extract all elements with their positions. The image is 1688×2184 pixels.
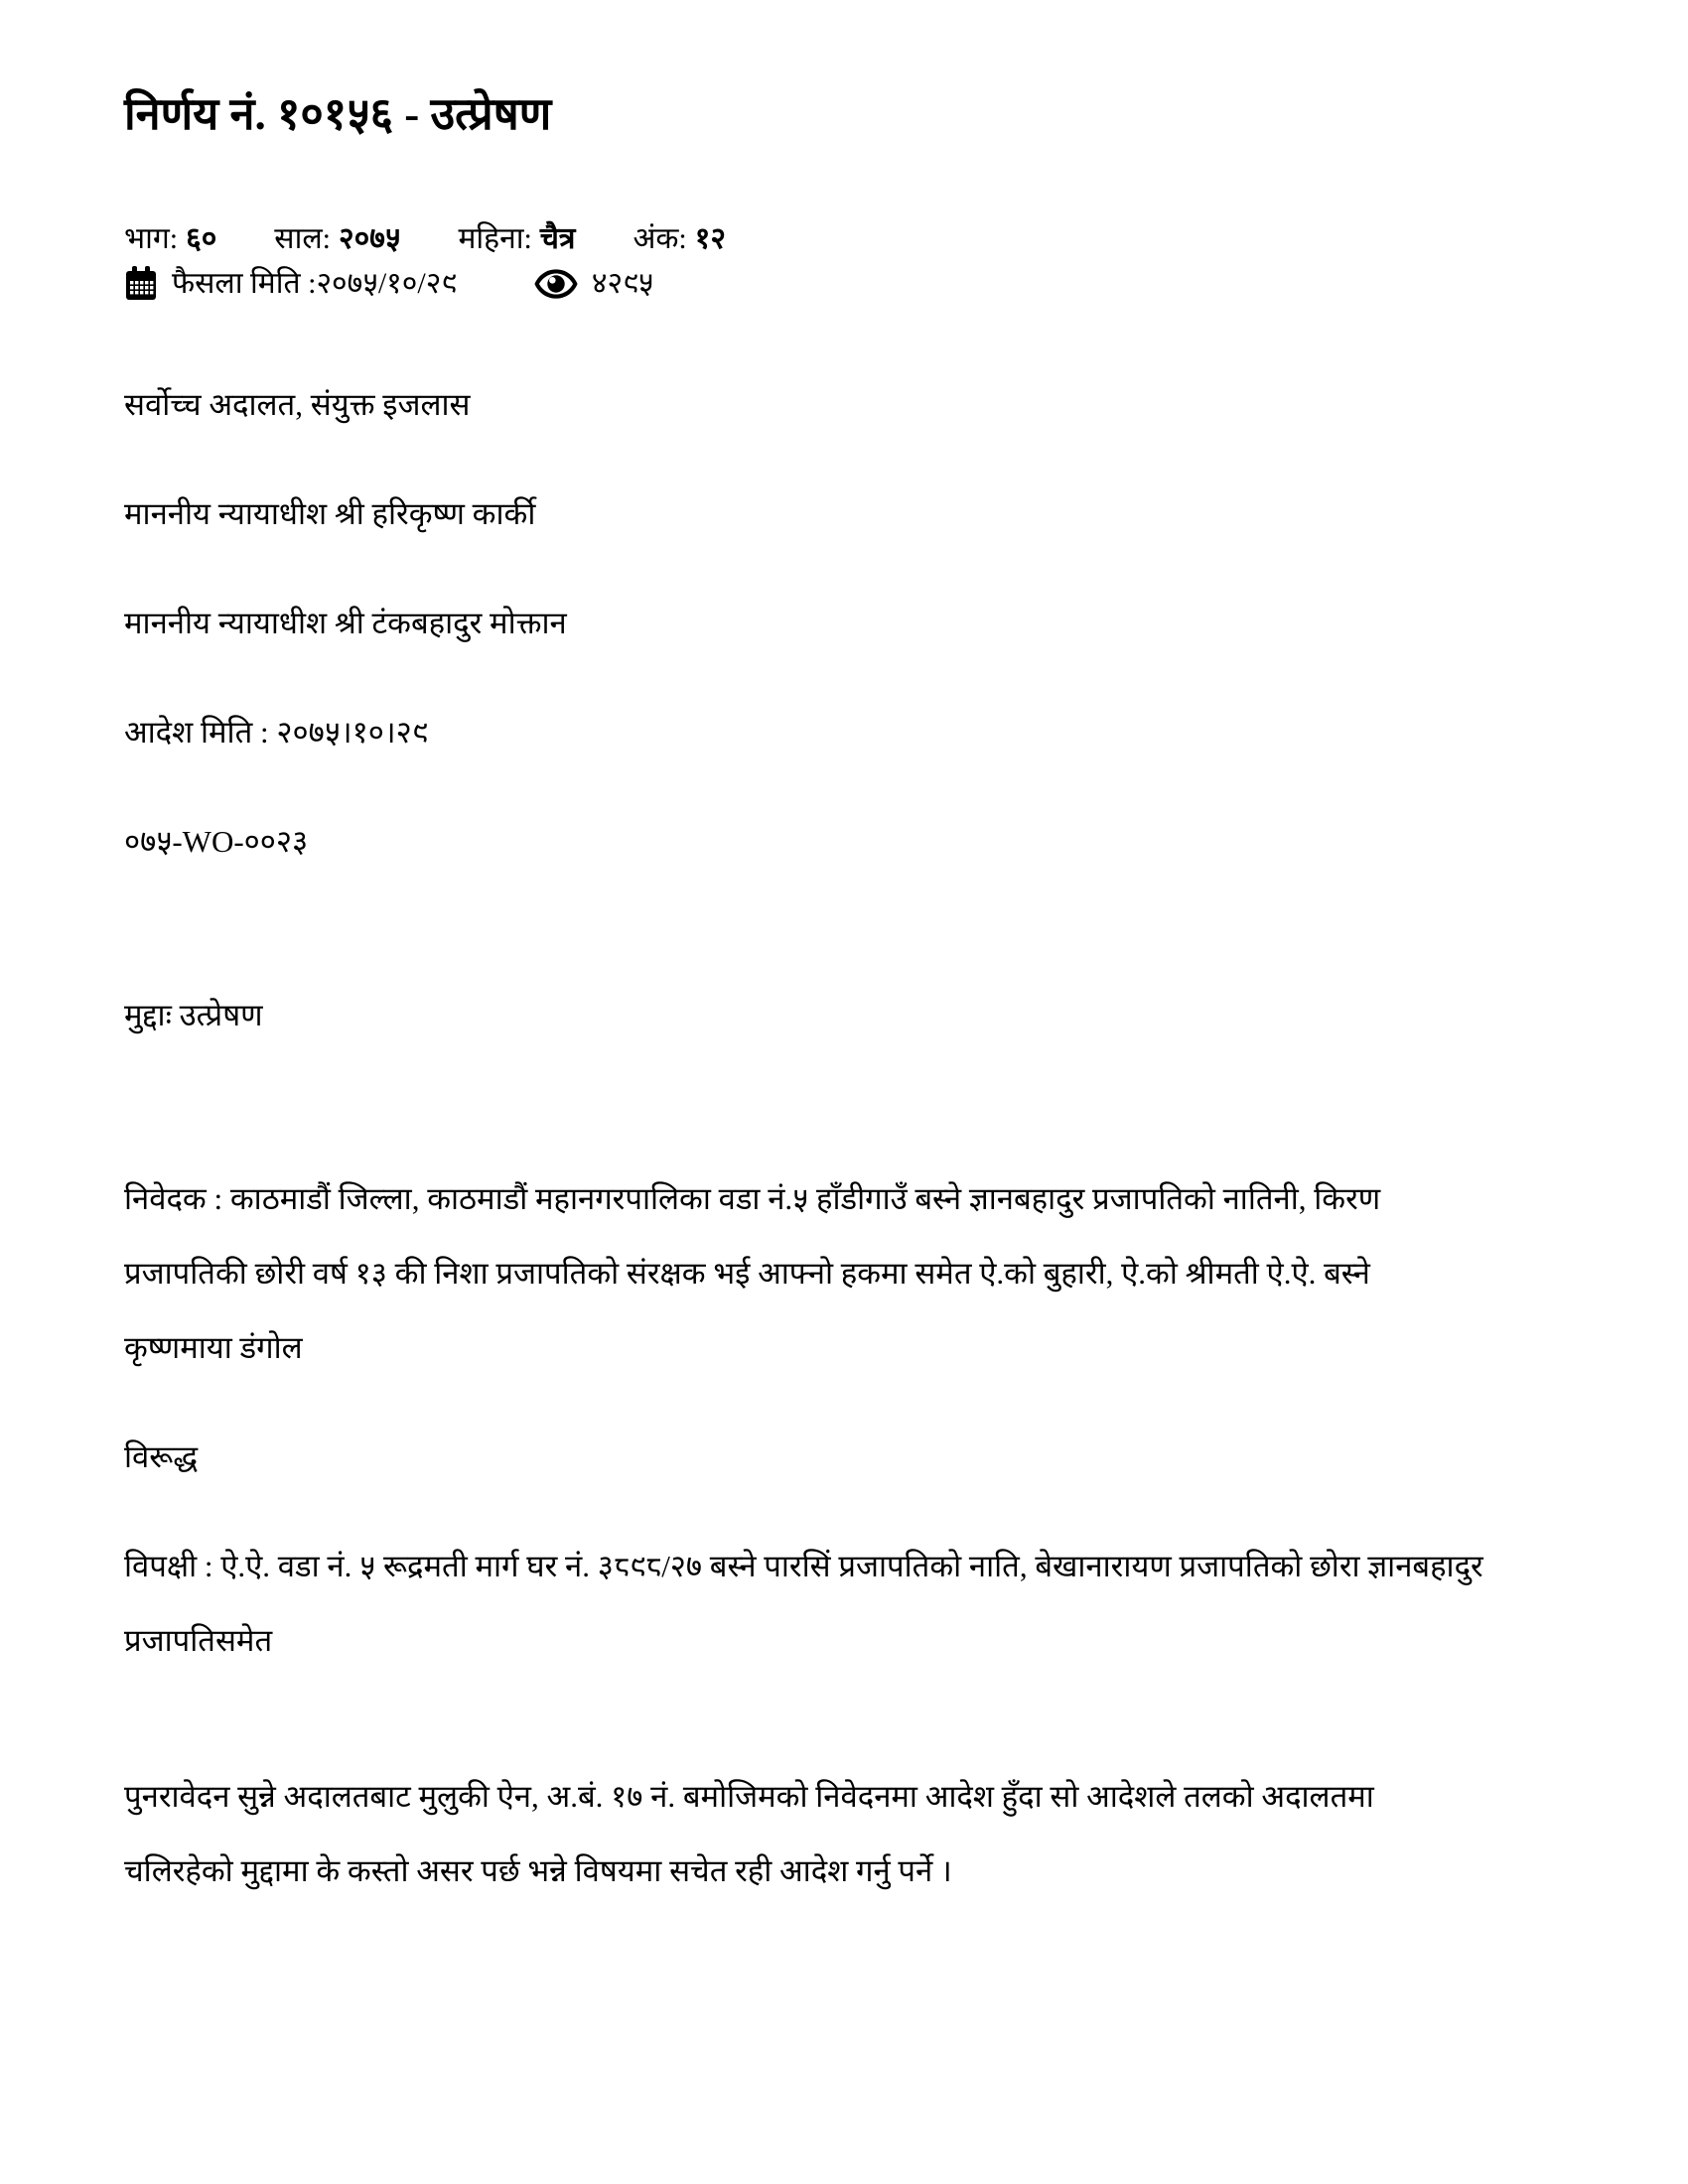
judge-name-line-1: माननीय न्यायाधीश श्री हरिकृष्ण कार्की: [124, 496, 536, 531]
issue-meta-row: [124, 216, 1484, 261]
meta-issue-label: अंक:: [633, 222, 687, 255]
court-bench-line: सर्वोच्च अदालत, संयुक्त इजलास: [124, 387, 471, 422]
meta-month-label: महिना:: [458, 222, 532, 255]
holding-paragraph: पुनरावेदन सुन्ने अदालतबाट मुलुकी ऐन, अ.बं. १७ नं. बमोजिमको निवेदनमा आदेश हुँदा सो आदेशले तलको अदालतमा चलिरहेको मुद्दामा के कस्तो असर पर्छ भन्ने विषयमा सचेत रही आदेश गर्नु पर्ने ।: [124, 1779, 1374, 1888]
meta-month-value: चैत्र: [539, 222, 576, 255]
eye-icon: [534, 268, 578, 300]
meta-part-value: ६०: [186, 222, 217, 255]
judge-name-line-2: माननीय न्यायाधीश श्री टंकबहादुर मोक्तान: [124, 606, 567, 640]
case-number: ०७५-WO-००२३: [124, 824, 309, 859]
page-title: निर्णय नं. १०१५६ - उत्प्रेषण: [124, 89, 552, 139]
meta-year: [274, 216, 400, 261]
decision-date-label: फैसला मिति :: [172, 267, 317, 300]
meta-part-label: भाग:: [124, 222, 179, 255]
meta-part: [124, 216, 216, 261]
meta-issue-value: १२: [694, 222, 726, 255]
meta-year-value: २०७५: [339, 222, 401, 255]
decision-date-row: [124, 261, 1484, 306]
views-count: ४२९५: [591, 267, 654, 300]
calendar-icon: [124, 266, 158, 302]
decision-body: [124, 367, 1484, 1908]
meta-month: [458, 216, 575, 261]
meta-year-label: साल:: [274, 222, 332, 255]
versus-line: विरूद्ध: [124, 1439, 199, 1474]
case-subject-line: मुद्दाः उत्प्रेषण: [124, 998, 263, 1032]
respondent-paragraph: विपक्षी : ऐ.ऐ. वडा नं. ५ रूद्रमती मार्ग घर नं. ३८९८/२७ बस्ने पारसिं प्रजापतिको नाति, बेखानारायण प्रजापतिको छोरा ज्ञानबहादुर प्रजापतिसमेत: [124, 1549, 1483, 1658]
meta-issue: [633, 216, 726, 261]
order-date-line: आदेश मिति : २०७५।१०।२९: [124, 715, 428, 750]
petitioner-paragraph: निवेदक : काठमाडौं जिल्ला, काठमाडौं महानगरपालिका वडा नं.५ हाँडीगाउँ बस्ने ज्ञानबहादुर प्रजापतिको नातिनी, किरण प्रजापतिकी छोरी वर्ष १३ की निशा प्रजापतिको संरक्षक भई आफ्नो हकमा समेत ऐ.को बुहारी, ऐ.को श्रीमती ऐ.ऐ. बस्ने कृष्णमाया डंगोल: [124, 1181, 1381, 1365]
decision-date-value: २०७५/१०/२९: [316, 267, 457, 300]
